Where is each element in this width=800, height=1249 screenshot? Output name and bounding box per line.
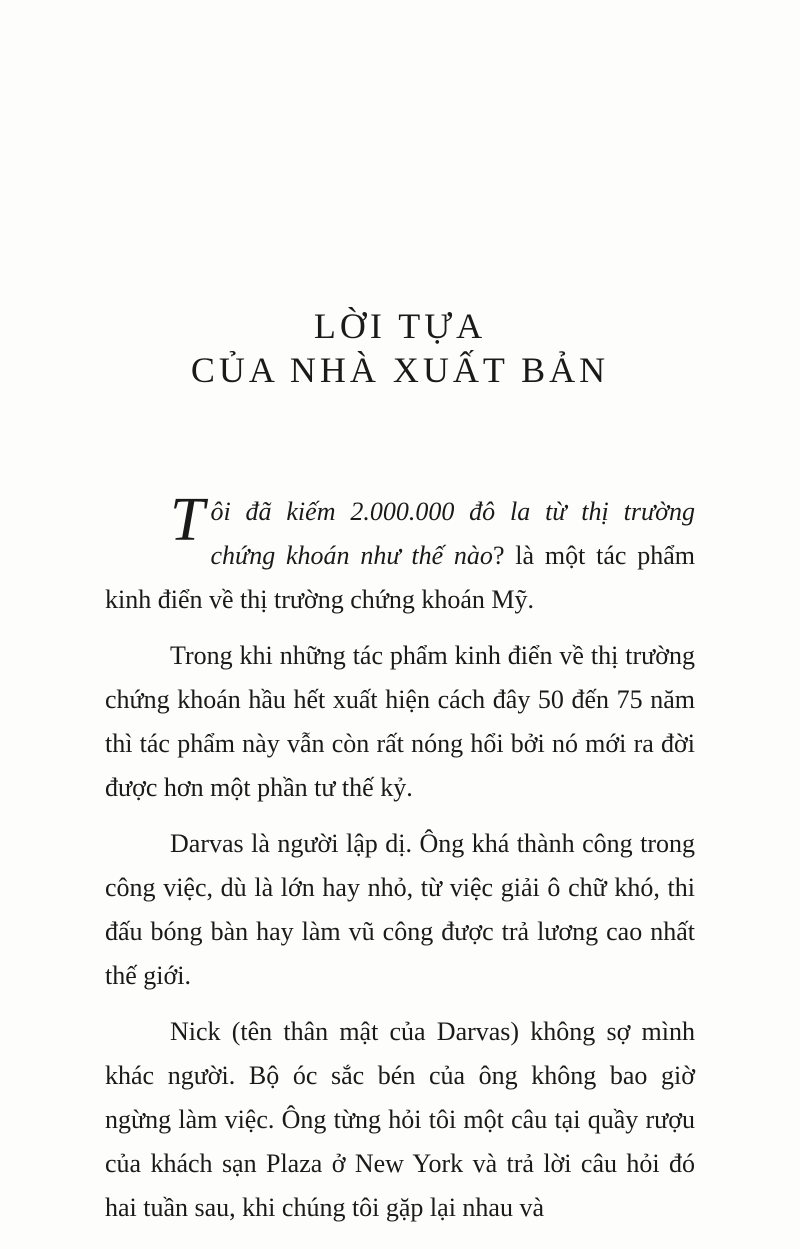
- book-title-italic: ôi đã kiếm 2.000.000 đô la từ thị trường chứng khoán như thế nào: [210, 497, 695, 570]
- body-text: [105, 486, 695, 1242]
- paragraph-3: Darvas là người lập dị. Ông khá thành công trong công việc, dù là lớn hay nhỏ, từ việc giải ô chữ khó, thi đấu bóng bàn hay làm vũ công được trả lương cao nhất thế giới.: [105, 829, 695, 990]
- drop-cap: T: [170, 486, 205, 554]
- title-line-1: LỜI TỰA: [313, 306, 487, 346]
- paragraph-2: Trong khi những tác phẩm kinh điển về thị trường chứng khoán hầu hết xuất hiện cách đây 50 đến 75 năm thì tác phẩm này vẫn còn rất nóng hổi bởi nó mới ra đời được hơn một phần tư thế kỷ.: [105, 641, 695, 802]
- paragraph-1-rest: ? là một tác phẩm kinh điển về thị trường chứng khoán Mỹ.: [105, 541, 695, 614]
- paragraph-4: Nick (tên thân mật của Darvas) không sợ mình khác người. Bộ óc sắc bén của ông không bao giờ ngừng làm việc. Ông từng hỏi tôi một câu tại quầy rượu của khách sạn Plaza ở New York và trả lời câu hỏi đó hai tuần sau, khi chúng tôi gặp lại nhau và: [105, 1017, 695, 1222]
- title-line-2: CỦA NHÀ XUẤT BẢN: [190, 350, 610, 390]
- paragraph-1: [105, 486, 695, 622]
